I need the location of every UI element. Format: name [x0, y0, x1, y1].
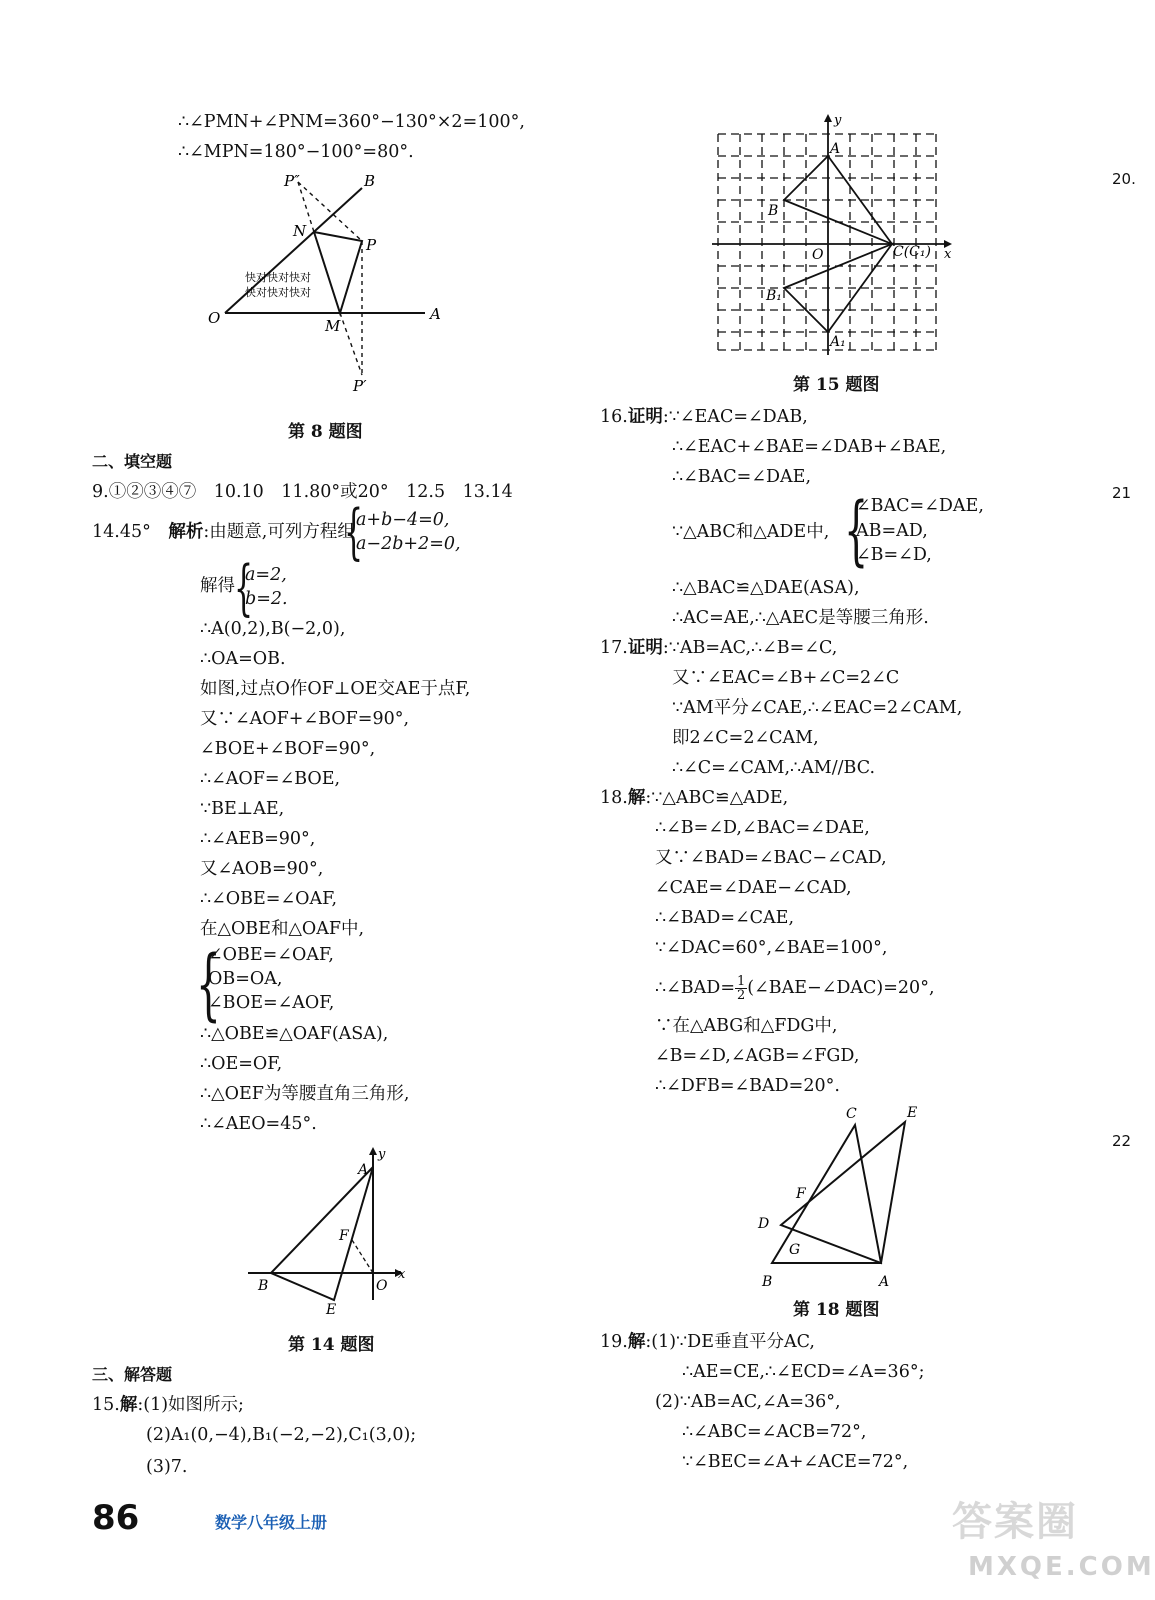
numerator: 1: [737, 974, 746, 989]
point-label: P″: [284, 172, 300, 190]
text-line: 又∵∠EAC=∠B+∠C=2∠C: [672, 668, 900, 688]
text-line: (3)7.: [146, 1457, 188, 1477]
question-16: [600, 405, 808, 429]
figure-caption: 第 18 题图: [793, 1300, 880, 1320]
point-label: O: [376, 1278, 388, 1294]
text-line: ∴∠MPN=180°−100°=80°.: [178, 142, 414, 162]
point-label: O: [208, 309, 221, 327]
equation: a+b−4=0,: [356, 510, 450, 530]
point-label: P: [366, 236, 377, 254]
book-title: 数学八年级上册: [215, 1513, 328, 1532]
text-line: 在△OBE和△OAF中,: [200, 919, 365, 939]
point-label: M: [325, 317, 341, 335]
equation: ∠BAC=∠DAE,: [856, 496, 984, 516]
text-line: 又∵∠BAD=∠BAC−∠CAD,: [655, 848, 887, 868]
equation: OB=OA,: [208, 969, 283, 989]
question-18: [600, 786, 788, 810]
answers-line: 9.①②③④⑦ 10.10 11.80°或20° 12.5 13.14: [92, 482, 513, 502]
watermark-logo: 答案圈: [952, 1499, 1078, 1545]
text-line: ∠CAE=∠DAE−∠CAD,: [655, 878, 852, 898]
text-line: ∠BOE+∠BOF=90°,: [200, 739, 376, 759]
figure-8: [200, 165, 460, 405]
text-line: ∵∠DAC=60°,∠BAE=100°,: [655, 938, 888, 958]
point-label: A: [830, 141, 841, 157]
text-line: ∴AE=CE,∴∠ECD=∠A=36°;: [682, 1362, 925, 1382]
qnum: 16.: [600, 407, 628, 427]
figure-watermark: 快对快对快对: [245, 286, 311, 299]
figure-caption: 第 14 题图: [288, 1335, 375, 1355]
text-line: ∵AM平分∠CAE,∴∠EAC=2∠CAM,: [672, 698, 963, 718]
question-15: [92, 1393, 244, 1417]
text-line: ∵△ABC和△ADE中,: [672, 522, 830, 542]
text-line: ∴∠DFB=∠BAD=20°.: [655, 1076, 840, 1096]
text-line: 即2∠C=2∠CAM,: [672, 728, 819, 748]
figure-18: [745, 1098, 935, 1293]
text-line: ∴∠B=∠D,∠BAC=∠DAE,: [655, 818, 870, 838]
point-label: B: [258, 1278, 269, 1294]
text-line: (2)∵AB=AC,∠A=36°,: [655, 1392, 841, 1412]
text-line: ∴∠BAC=∠DAE,: [672, 467, 812, 487]
equation: b=2.: [245, 589, 288, 609]
brace: {: [844, 485, 869, 574]
text-line: ∴∠OBE=∠OAF,: [200, 889, 338, 909]
section-heading: 二、填空题: [92, 452, 173, 471]
text: :由题意,可列方程组: [203, 522, 355, 542]
label-solve: 解: [119, 1395, 138, 1415]
margin-number: 20.: [1112, 170, 1136, 188]
equation: a=2,: [245, 565, 287, 585]
text-line: ∴△OBE≌△OAF(ASA),: [200, 1024, 389, 1044]
axis-label: x: [944, 247, 952, 262]
text-line: ∴OE=OF,: [200, 1054, 283, 1074]
text-line: ∴∠ABC=∠ACB=72°,: [682, 1422, 867, 1442]
text-line: ∴△BAC≌△DAE(ASA),: [672, 578, 860, 598]
figure-14: [240, 1140, 420, 1320]
point-label: D: [758, 1216, 770, 1232]
equation: ∠BOE=∠AOF,: [208, 993, 335, 1013]
text: :∵△ABC≌△ADE,: [645, 788, 789, 808]
figure-caption: 第 8 题图: [288, 422, 363, 442]
label-solve: 解: [627, 1332, 646, 1352]
text-line: ∴∠AEO=45°.: [200, 1114, 317, 1134]
text-line: ∠B=∠D,∠AGB=∠FGD,: [655, 1046, 860, 1066]
point-label: E: [326, 1302, 337, 1318]
text-line: (2)A₁(0,−4),B₁(−2,−2),C₁(3,0);: [146, 1425, 417, 1445]
label-analysis: 解析: [168, 522, 204, 542]
figure-caption: 第 15 题图: [793, 375, 880, 395]
axis-label: x: [398, 1267, 406, 1282]
point-label: E: [907, 1105, 918, 1121]
text-line: 又∠AOB=90°,: [200, 859, 324, 879]
point-label: B: [364, 172, 376, 190]
text-line: ∴OA=OB.: [200, 649, 286, 669]
point-label: N: [293, 222, 307, 240]
text: :(1)如图所示;: [137, 1395, 244, 1415]
point-label: O: [812, 247, 824, 263]
qnum: 19.: [600, 1332, 628, 1352]
margin-number: 22: [1112, 1132, 1132, 1150]
question-14-lead: [92, 520, 355, 544]
point-label: C(C₁): [893, 244, 931, 260]
text-line: ∴AC=AE,∴△AEC是等腰三角形.: [672, 608, 929, 628]
point-label: A: [879, 1274, 890, 1290]
equation: AB=AD,: [856, 521, 928, 541]
text-line: ∵∠BEC=∠A+∠ACE=72°,: [682, 1452, 909, 1472]
answer: 14.45°: [92, 522, 169, 542]
qnum: 17.: [600, 638, 628, 658]
point-label: P′: [353, 377, 367, 395]
axis-label: y: [834, 113, 842, 128]
text: :∵∠EAC=∠DAB,: [662, 407, 808, 427]
margin-number: 21: [1112, 484, 1132, 502]
qnum: 15.: [92, 1395, 120, 1415]
watermark-site: MXQE.COM: [968, 1552, 1155, 1582]
text-line: ∴∠AOF=∠BOE,: [200, 769, 341, 789]
fraction: [735, 975, 747, 1002]
point-label: A₁: [830, 334, 846, 350]
text-line: ∴△OEF为等腰直角三角形,: [200, 1084, 410, 1104]
solve-lead: 解得: [200, 576, 235, 596]
brace: {: [196, 940, 221, 1030]
point-label: F: [339, 1228, 349, 1244]
text-line-fraction: [655, 975, 935, 1002]
text-line: ∴∠PMN+∠PNM=360°−130°×2=100°,: [178, 112, 525, 132]
text-line: ∴∠EAC+∠BAE=∠DAB+∠BAE,: [672, 437, 947, 457]
brace: {: [344, 497, 364, 567]
point-label: F: [796, 1186, 806, 1202]
section-heading: 三、解答题: [92, 1365, 173, 1384]
text-line: 如图,过点O作OF⊥OE交AE于点F,: [200, 679, 471, 699]
point-label: A: [430, 305, 441, 323]
question-17: [600, 636, 837, 660]
text-line: ∵在△ABG和△FDG中,: [655, 1016, 838, 1036]
text-line: 又∵∠AOF+∠BOF=90°,: [200, 709, 410, 729]
text-line: ∴∠BAD=∠CAE,: [655, 908, 795, 928]
figure-15: [705, 108, 965, 363]
label-solve: 解: [627, 788, 646, 808]
equation: ∠B=∠D,: [856, 545, 932, 565]
point-label: C: [846, 1106, 857, 1122]
label-proof: 证明: [627, 638, 663, 658]
equation: ∠OBE=∠OAF,: [208, 945, 334, 965]
equation: a−2b+2=0,: [356, 534, 461, 554]
text: (∠BAE−∠DAC)=20°,: [747, 978, 935, 998]
text: :∵AB=AC,∴∠B=∠C,: [662, 638, 838, 658]
denominator: 2: [737, 988, 746, 1003]
label-proof: 证明: [627, 407, 663, 427]
brace: {: [234, 553, 254, 623]
question-19: [600, 1330, 815, 1354]
point-label: A: [358, 1162, 369, 1178]
figure-watermark: 快对快对快对: [245, 271, 311, 284]
point-label: B: [768, 203, 779, 219]
point-label: G: [789, 1242, 801, 1258]
point-label: B: [762, 1274, 773, 1290]
point-label: B₁: [766, 288, 782, 304]
text-line: ∵BE⊥AE,: [200, 799, 285, 819]
text-line: ∴A(0,2),B(−2,0),: [200, 619, 346, 639]
text-line: ∴∠AEB=90°,: [200, 829, 316, 849]
text: ∴∠BAD=: [655, 978, 735, 998]
page-number: 86: [92, 1498, 140, 1538]
axis-label: y: [378, 1147, 386, 1162]
text-line: ∴∠C=∠CAM,∴AM//BC.: [672, 758, 876, 778]
text: :(1)∵DE垂直平分AC,: [645, 1332, 815, 1352]
qnum: 18.: [600, 788, 628, 808]
